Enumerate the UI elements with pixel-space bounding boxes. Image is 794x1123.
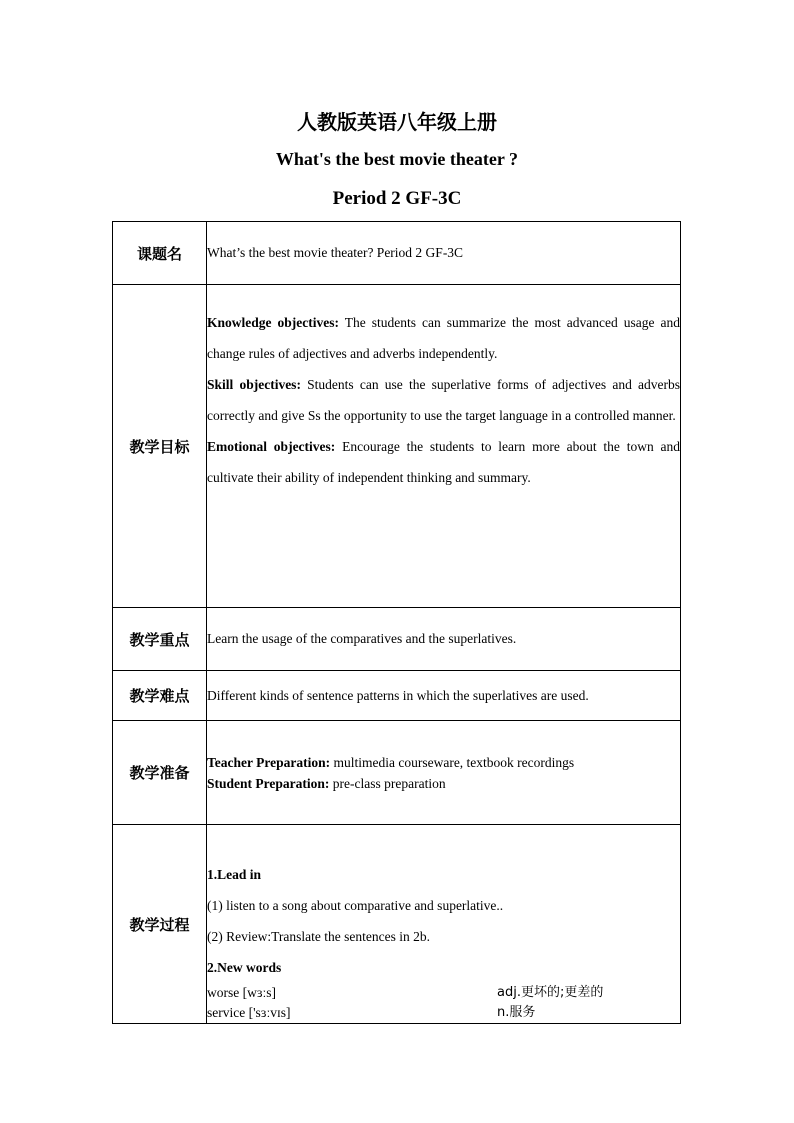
topic-value: What’s the best movie theater? Period 2 GF-3C (207, 222, 681, 285)
label-topic: 课题名 (113, 222, 207, 285)
emotional-objectives (207, 431, 680, 493)
student-prep-text: pre-class preparation (332, 775, 446, 791)
word-meaning: n.服务 (497, 1005, 536, 1020)
knowledge-label: Knowledge objectives: (207, 315, 339, 330)
process-content (207, 825, 681, 1024)
label-key-points: 教学重点 (113, 608, 207, 671)
row-key-points (113, 608, 681, 671)
lesson-period: Period 2 GF-3C (332, 188, 462, 209)
emotional-text: Encourage the students to learn more about the town and cultivate their ability of independent thinking and summary. (207, 439, 681, 485)
emotional-label: Emotional objectives: (207, 439, 336, 454)
word-entry (207, 1003, 680, 1023)
difficulties-value: Different kinds of sentence patterns in which the superlatives are used. (207, 671, 681, 721)
lead-in-heading: 1.Lead in (207, 867, 262, 882)
word-entry (207, 983, 680, 1003)
key-points-value: Learn the usage of the comparatives and the superlatives. (207, 608, 681, 671)
row-topic (113, 222, 681, 285)
knowledge-objectives (207, 307, 680, 369)
objectives-content (207, 285, 681, 608)
teacher-preparation (207, 752, 680, 773)
lead-in-step-1: (1) listen to a song about comparative and superlative.. (207, 898, 504, 913)
student-preparation (207, 773, 680, 794)
document-title: 人教版英语八年级上册 (297, 110, 497, 134)
skill-label: Skill objectives: (207, 377, 301, 392)
row-process (113, 825, 681, 1024)
new-words-heading: 2.New words (207, 960, 282, 975)
skill-objectives (207, 369, 680, 431)
preparation-content (207, 721, 681, 825)
row-preparation (113, 721, 681, 825)
row-objectives (113, 285, 681, 608)
label-difficulties: 教学难点 (113, 671, 207, 721)
teacher-prep-text: multimedia courseware, textbook recordings (333, 754, 575, 770)
word: service ['sɜːvɪs] (207, 1005, 291, 1020)
knowledge-text: The students can summarize the most advanced usage and change rules of adjectives and adverbs independently. (207, 315, 680, 361)
student-prep-label: Student Preparation: (207, 775, 330, 791)
teacher-prep-label: Teacher Preparation: (207, 754, 331, 770)
lesson-plan-table (112, 221, 681, 1024)
label-process: 教学过程 (113, 825, 207, 1024)
label-objectives: 教学目标 (113, 285, 207, 608)
skill-text: Students can use the superlative forms of adjectives and adverbs correctly and give Ss the opportunity to use the target language in a controlled manner. (207, 377, 680, 423)
lead-in-step-2: (2) Review:Translate the sentences in 2b. (207, 929, 430, 944)
lesson-subtitle: What's the best movie theater ? (275, 149, 519, 169)
label-preparation: 教学准备 (113, 721, 207, 825)
word-meaning: adj.更坏的;更差的 (497, 985, 604, 1000)
row-difficulties (113, 671, 681, 721)
word: worse [wɜːs] (207, 985, 277, 1000)
